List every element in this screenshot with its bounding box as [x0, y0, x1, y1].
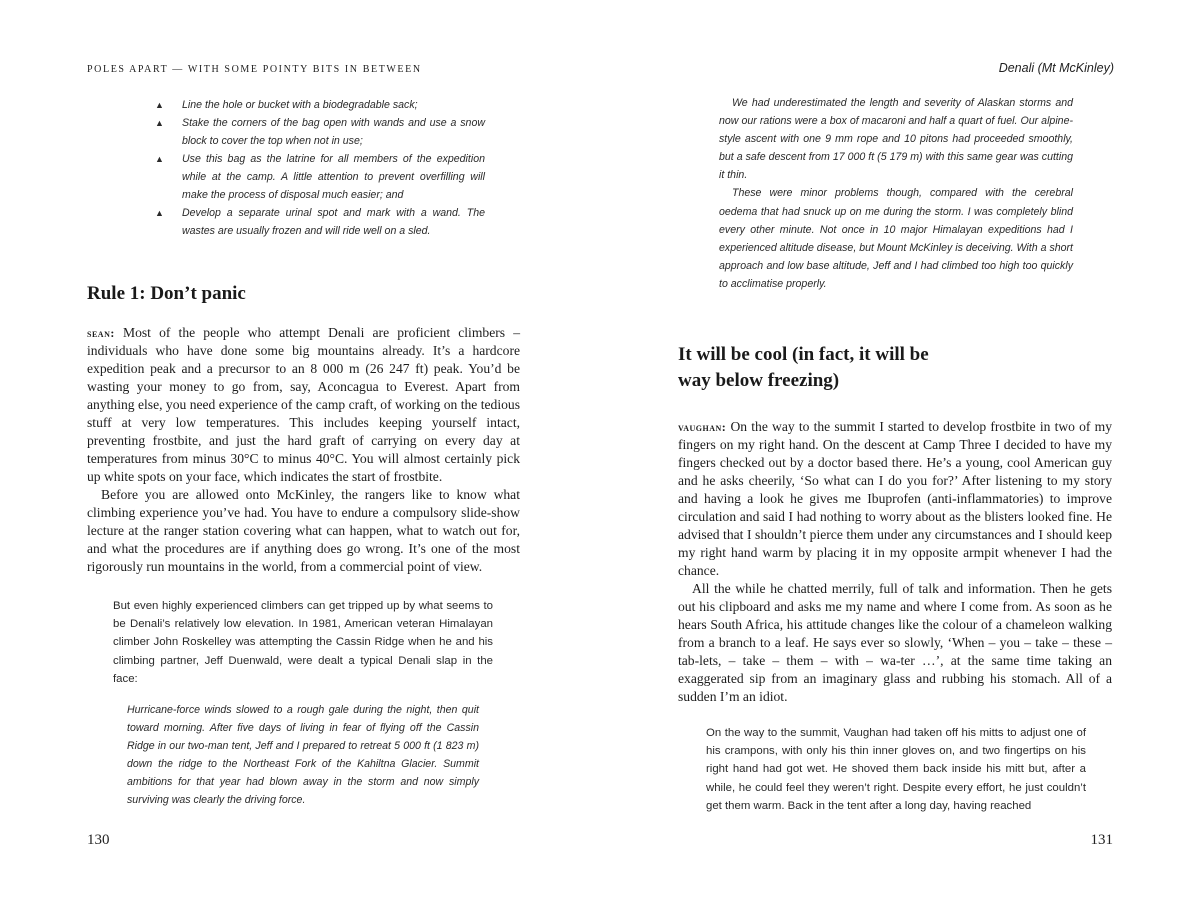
bullet-text: Line the hole or bucket with a biodegradable sack;	[182, 99, 418, 111]
italic-quote-text: We had underestimated the length and severity of Alaskan storms and now our rations were a box of macaroni and half a quart of fuel. Our alpine-style ascent with one 9 mm rope and 10 pitons had proceeded smoothly, but a safe descent from 17 000 ft (5 179 m) with this same gear was cutting it thin.	[719, 97, 1073, 182]
italic-quote-text: These were minor problems though, compared with the cerebral oedema that had snuck up on me during the storm. I was completely blind every other minute. Not once in 10 major Himalayan expeditions had I experienced altitude disease, but Mount McKinley is deceiving. With a short approach and low base altitude, Jeff and I had climbed too high too quickly to acclimatise properly.	[719, 187, 1073, 290]
speaker-label: sean:	[87, 326, 115, 340]
italic-quote	[719, 94, 1073, 293]
quote-text: On the way to the summit, Vaughan had taken off his mitts to adjust one of his crampons, with only his thin inner gloves on, and two fingertips on his right hand had got wet. He shoved them back inside his mitt but, after a while, he could feel they weren’t right. Despite every effort, he just couldn’t get them warm. Back in the tent after a long day, having reached	[706, 727, 1086, 812]
section-heading: Rule 1: Don’t panic	[87, 283, 246, 304]
paragraph-text: On the way to the summit I started to develop frostbite in two of my fingers on my right hand. On the descent at Camp Three I decided to have my fingers checked out by a doctor based there. He’s a young, cool American guy and he asks cheerily, ‘So what can I do you for?’ After listening to my story and having a look he gives me Ibuprofen (anti-inflammatories) to improve circulation and said I had nothing to worry about as the blisters looked fine. He advised that I shouldn’t pierce them under any circumstances and I should keep my right hand warm by placing it in my opposite armpit whenever I had the chance.	[678, 419, 1112, 578]
bullet-text: Use this bag as the latrine for all members of the expedition while at the camp. A little attention to prevent overfilling will make the process of disposal much easier; and	[182, 153, 485, 201]
triangle-bullet-icon: ▲	[155, 100, 164, 110]
bullet-text: Develop a separate urinal spot and mark with a wand. The wastes are usually frozen and will ride well on a sled.	[182, 207, 485, 237]
paragraph: Before you are allowed onto McKinley, the rangers like to know what climbing experience you’ve had. You have to endure a compulsory slide-show lecture at the ranger station covering what can happen, what to watch out for, and what the procedures are if anything does go wrong. It’s one of the most rigorously run mountains in the world, from a commercial point of view.	[87, 487, 520, 574]
list-item	[155, 96, 485, 114]
running-head: POLES APART — WITH SOME POINTY BITS IN BETWEEN	[87, 64, 422, 75]
right-page	[600, 0, 1200, 918]
section-heading	[678, 342, 929, 394]
triangle-bullet-icon: ▲	[155, 118, 164, 128]
list-item	[155, 150, 485, 204]
triangle-bullet-icon: ▲	[155, 154, 164, 164]
italic-quote	[127, 701, 479, 810]
page-number: 130	[87, 832, 110, 848]
paragraph	[87, 324, 520, 486]
speaker-label: vaughan:	[678, 420, 727, 434]
triangle-bullet-icon: ▲	[155, 208, 164, 218]
list-item	[155, 204, 485, 240]
paragraph	[678, 418, 1112, 580]
italic-quote-text: Hurricane-force winds slowed to a rough gale during the night, then quit toward morning. After five days of living in fear of flying off the Cassin Ridge in our two-man tent, Jeff and I prepared to retreat 5 000 ft (1 823 m) down the ridge to the Northeast Fork of the Kahiltna Glacier. Summit ambitions for that year had blown away in the storm and now simply surviving was clearly the driving force.	[127, 704, 479, 807]
block-quote	[113, 597, 493, 688]
heading-line: way below freezing)	[678, 370, 840, 391]
heading-line: It will be cool (in fact, it will be	[678, 344, 929, 365]
block-quote	[706, 724, 1086, 815]
page-number: 131	[1090, 832, 1113, 848]
paragraph-text: Most of the people who attempt Denali are proficient climbers – individuals who have done some big mountains already. It’s a hardcore expedition peak and a precursor to an 8 000 m (26 247 ft) peak. You’d be wasting your money to go from, say, Aconcagua to Everest. Apart from anything else, you need experience of the camp craft, of working on the tedious stuff at very low temperatures. This includes keeping yourself intact, preventing frostbite, and just the hard graft of carrying on every day at temperatures from minus 30°C to minus 40°C. You will almost certainly pick up white spots on your face, which indicates the start of frostbite.	[87, 325, 520, 484]
body-text	[678, 418, 1112, 706]
list-item	[155, 114, 485, 150]
bullet-text: Stake the corners of the bag open with wands and use a snow block to cover the top when not in use;	[182, 117, 485, 147]
bullet-list	[155, 96, 485, 240]
quote-text: But even highly experienced climbers can get tripped up by what seems to be Denali’s relatively low elevation. In 1981, American veteran Himalayan climber John Roskelley was attempting the Cassin Ridge when he and his climbing partner, Jeff Duenwald, were dealt a typical Denali slap in the face:	[113, 600, 493, 685]
running-head: Denali (Mt McKinley)	[998, 61, 1114, 75]
paragraph: All the while he chatted merrily, full of talk and information. Then he gets out his clipboard and asks me my name and where I come from. As soon as he hears South Africa, his attitude changes like the colour of a chameleon walking from a branch to a leaf. He says ever so slowly, ‘When – you – take – these – tab-lets, – take – them – with – wa-ter …’, at the same time taking an exaggerated sip from an imaginary glass and rubbing his stomach. All of a sudden I’m an idiot.	[678, 581, 1112, 704]
body-text	[87, 324, 520, 576]
